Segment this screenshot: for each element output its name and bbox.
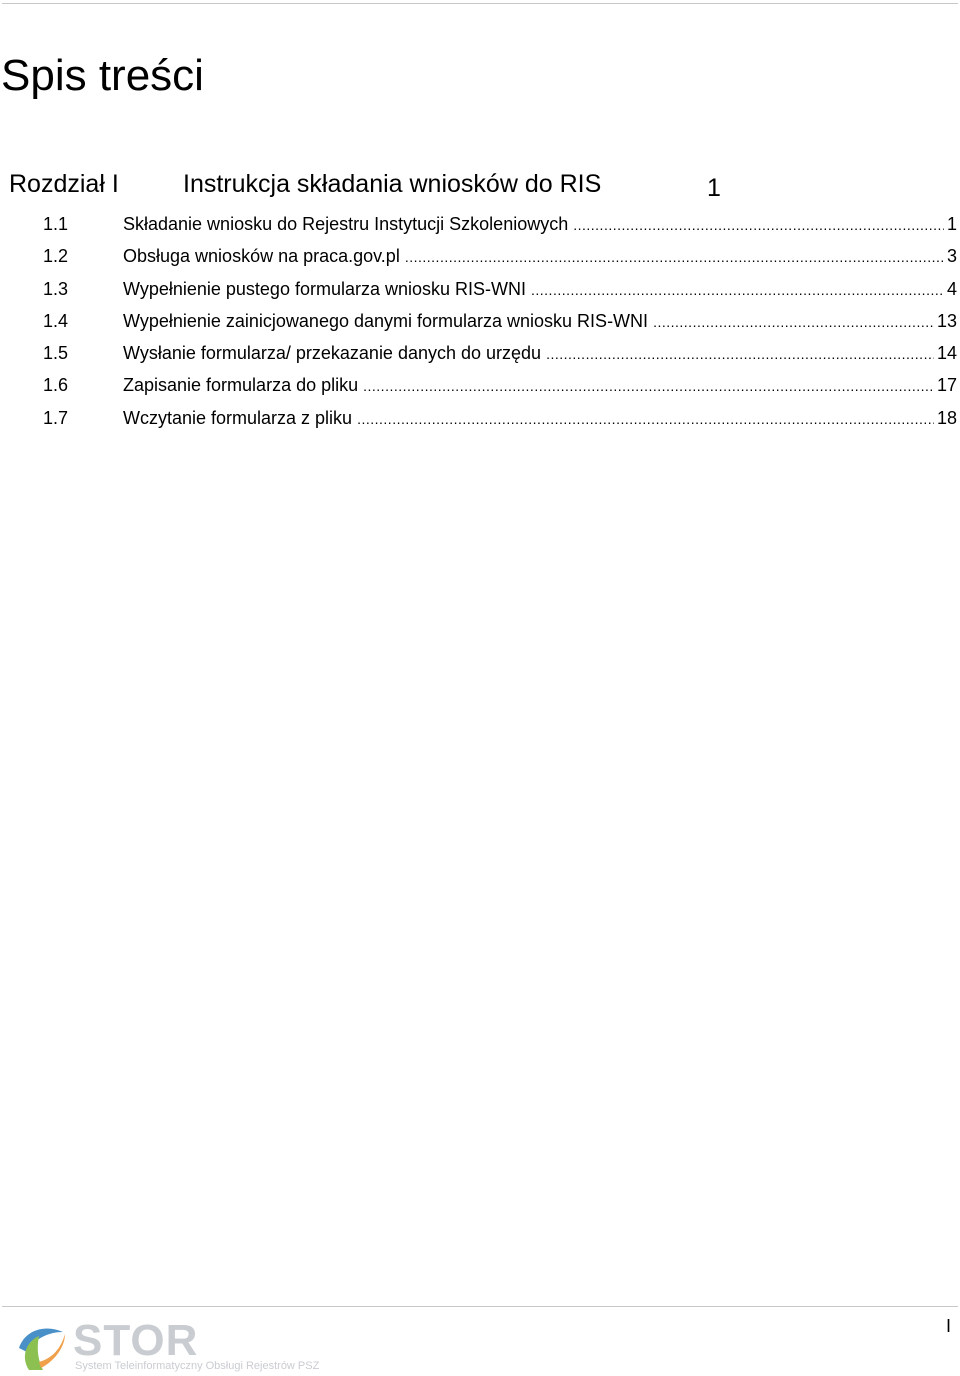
toc-entry-number: 1.5 (43, 343, 69, 364)
dot-leader (573, 214, 944, 235)
toc-entry-page: 13 (936, 310, 957, 331)
dot-leader (405, 246, 944, 267)
page-title: Spis treści (1, 51, 204, 100)
stor-emblem-icon (15, 1318, 71, 1374)
toc-entry-title: Wypełnienie pustego formularza wniosku RIS-WNI (123, 278, 526, 299)
toc-entry-title: Wysłanie formularza/ przekazanie danych do urzędu (123, 343, 542, 364)
chapter-title: Instrukcja składania wniosków do RIS (183, 170, 602, 198)
toc-entry-page: 18 (936, 407, 957, 428)
dot-leader (531, 279, 944, 300)
chapter-page-number: 1 (707, 174, 721, 202)
dot-leader (357, 408, 934, 429)
toc-entry-number: 1.2 (43, 246, 69, 267)
toc-list (43, 214, 957, 440)
toc-entry[interactable] (43, 279, 957, 311)
toc-entry[interactable] (43, 408, 957, 440)
toc-entry-title: Obsługa wniosków na praca.gov.pl (123, 246, 400, 267)
toc-entry-title: Wypełnienie zainicjowanego danymi formularza wniosku RIS-WNI (123, 310, 649, 331)
top-divider (2, 3, 958, 4)
toc-entry[interactable] (43, 343, 957, 375)
page-number: I (946, 1316, 952, 1336)
chapter-label: Rozdział I (9, 170, 119, 198)
toc-entry-number: 1.6 (43, 375, 69, 396)
logo-wordmark: STOR (73, 1316, 199, 1365)
toc-entry-title: Zapisanie formularza do pliku (123, 375, 359, 396)
toc-entry-page: 4 (946, 278, 957, 299)
toc-entry-title: Wczytanie formularza z pliku (123, 407, 353, 428)
dot-leader (653, 311, 934, 332)
toc-entry-number: 1.1 (43, 214, 69, 234)
toc-entry[interactable] (43, 375, 957, 407)
toc-entry[interactable] (43, 311, 957, 343)
toc-entry-title: Składanie wniosku do Rejestru Instytucji Szkoleniowych (123, 214, 569, 234)
toc-entry-page: 1 (946, 214, 957, 234)
toc-entry[interactable] (43, 246, 957, 278)
logo-tagline: System Teleinformatyczny Obsługi Rejestrów PSZ (75, 1360, 320, 1372)
toc-entry-number: 1.4 (43, 310, 69, 331)
toc-entry-page: 14 (936, 343, 957, 364)
toc-entry-page: 3 (946, 246, 957, 267)
dot-leader (363, 375, 934, 396)
stor-logo (15, 1318, 345, 1376)
toc-entry-page: 17 (936, 375, 957, 396)
toc-entry[interactable] (43, 214, 957, 246)
toc-chapter-heading[interactable] (9, 168, 949, 202)
toc-entry-number: 1.7 (43, 407, 69, 428)
dot-leader (546, 343, 934, 364)
toc-entry-number: 1.3 (43, 278, 69, 299)
footer-divider (2, 1306, 958, 1307)
